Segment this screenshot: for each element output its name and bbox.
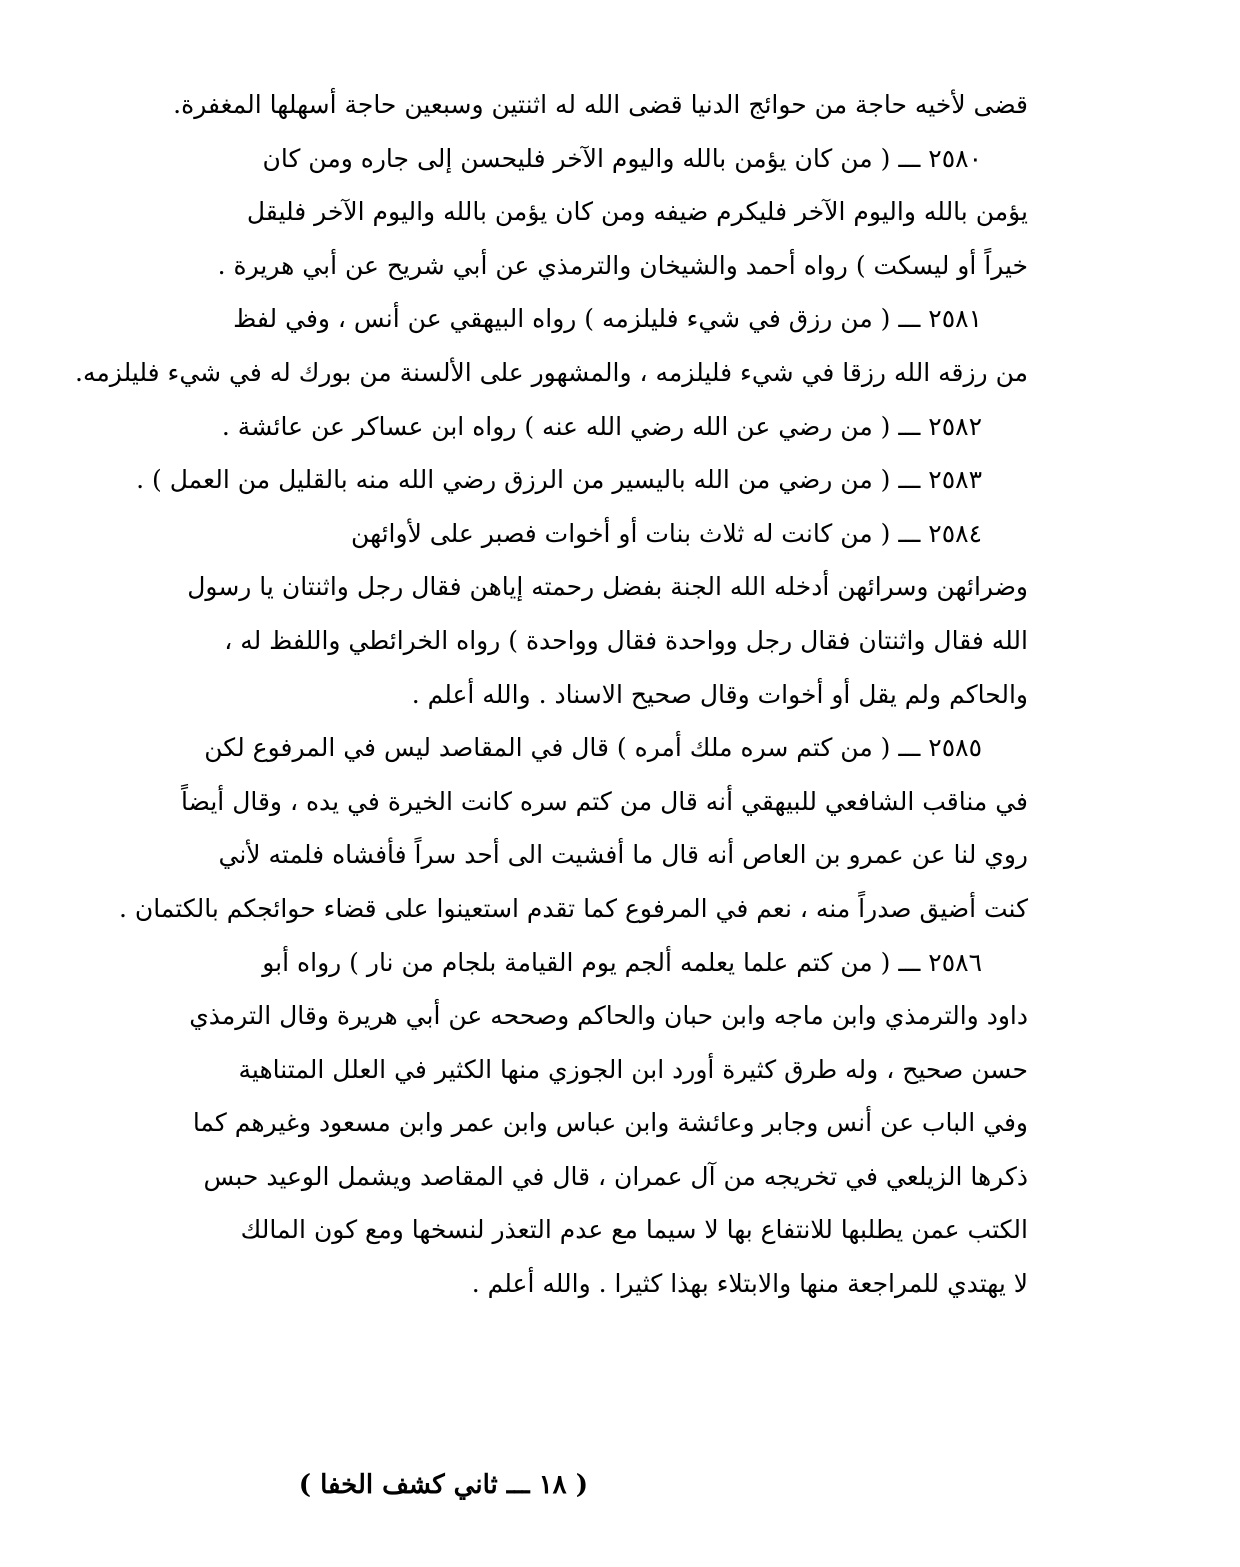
text-line: الله فقال واثنتان فقال رجل وواحدة فقال وواحدة ) رواه الخرائطي واللفظ له ،	[224, 625, 1028, 655]
hadith-2583-line: ٢٥٨٣ ـــ ( من رضي من الله باليسير من الرزق رضي الله منه بالقليل من العمل ) .	[136, 465, 982, 495]
text-line: ذكرها الزيلعي في تخريجه من آل عمران ، قال في المقاصد ويشمل الوعيد حبس	[203, 1161, 1028, 1191]
text-line: من رزقه الله رزقا في شيء فليلزمه ، والمشهور على الألسنة من بورك له في شيء فليلزمه.	[75, 357, 1028, 387]
text-line: قضى لأخيه حاجة من حوائج الدنيا قضى الله له اثنتين وسبعين حاجة أسهلها المغفرة.	[173, 90, 1028, 119]
hadith-2586-line: ٢٥٨٦ ـــ ( من كتم علما يعلمه ألجم يوم القيامة بلجام من نار ) رواه أبو	[262, 947, 982, 977]
hadith-2585-line: ٢٥٨٥ ـــ ( من كتم سره ملك أمره ) قال في المقاصد ليس في المرفوع لكن	[204, 733, 982, 763]
hadith-2581-line: ٢٥٨١ ـــ ( من رزق في شيء فليلزمه ) رواه البيهقي عن أنس ، وفي لفظ	[233, 304, 982, 334]
hadith-2584-line: ٢٥٨٤ ـــ ( من كانت له ثلاث بنات أو أخوات فصبر على لأوائهن	[351, 518, 982, 548]
text-line: يؤمن بالله واليوم الآخر فليكرم ضيفه ومن كان يؤمن بالله واليوم الآخر فليقل	[246, 197, 1028, 227]
text-line: حسن صحيح ، وله طرق كثيرة أورد ابن الجوزي منها الكثير في العلل المتناهية	[238, 1054, 1028, 1084]
hadith-2580-line: ٢٥٨٠ ـــ ( من كان يؤمن بالله واليوم الآخر فليحسن إلى جاره ومن كان	[262, 143, 982, 173]
hadith-text-block	[75, 78, 1028, 1311]
text-line: كنت أضيق صدراً منه ، نعم في المرفوع كما تقدم استعينوا على قضاء حوائجكم بالكتمان .	[118, 893, 1028, 923]
text-line: لا يهتدي للمراجعة منها والابتلاء بهذا كثيرا . والله أعلم .	[471, 1269, 1028, 1299]
text-line: وفي الباب عن أنس وجابر وعائشة وابن عباس وابن عمر وابن مسعود وغيرهم كما	[192, 1108, 1028, 1138]
hadith-2582-line: ٢٥٨٢ ـــ ( من رضي عن الله رضي الله عنه ) رواه ابن عساكر عن عائشة .	[221, 411, 982, 441]
page-footer-signature: ( ١٨ ـــ ثاني كشف الخفا )	[298, 1470, 588, 1500]
text-line: روي لنا عن عمرو بن العاص أنه قال ما أفشيت الى أحد سراً فأفشاه فلمته لأني	[218, 840, 1028, 870]
text-line: والحاكم ولم يقل أو أخوات وقال صحيح الاسناد . والله أعلم .	[411, 679, 1028, 709]
text-line: وضرائهن وسرائهن أدخله الله الجنة بفضل رحمته إياهن فقال رجل واثنتان يا رسول	[187, 572, 1028, 602]
text-line: داود والترمذي وابن ماجه وابن حبان والحاكم وصححه عن أبي هريرة وقال الترمذي	[189, 1001, 1028, 1031]
text-line: الكتب عمن يطلبها للانتفاع بها لا سيما مع عدم التعذر لنسخها ومع كون المالك	[240, 1215, 1028, 1245]
text-line: في مناقب الشافعي للبيهقي أنه قال من كتم سره كانت الخيرة في يده ، وقال أيضاً	[181, 786, 1028, 816]
text-line: خيراً أو ليسكت ) رواه أحمد والشيخان والترمذي عن أبي شريح عن أبي هريرة .	[217, 250, 1028, 280]
